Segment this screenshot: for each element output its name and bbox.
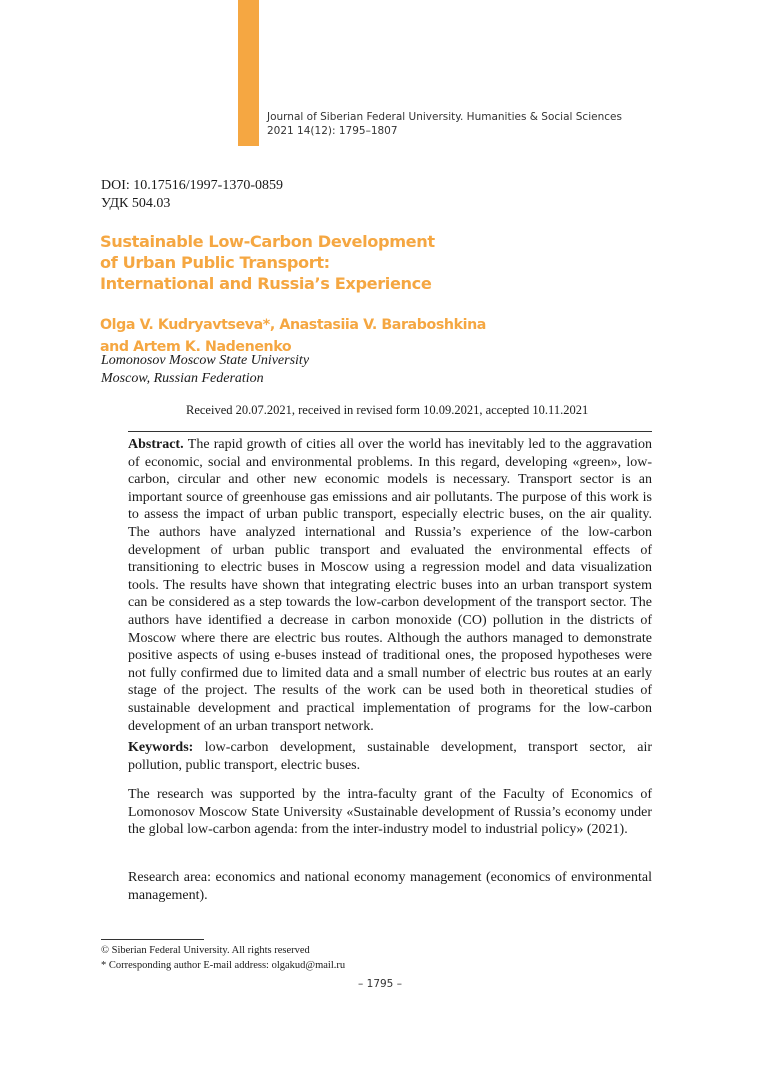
journal-issue: 2021 14(12): 1795–1807 xyxy=(267,125,398,137)
keywords-label: Keywords: xyxy=(128,740,205,755)
keywords-text: low-carbon development, sustainable development, transport sector, air pollution, public transport, electric buses. xyxy=(128,740,652,773)
abstract-text: The rapid growth of cities all over the world has inevitably led to the aggravation of economic, social and environmental problems. In this regard, developing «green», low-carbon, circular and other new economic models is necessary. Transport sector is an important source of greenhouse gas emissions and air pollutants. The purpose of this work is to assess the impact of urban public transport, especially electric buses, on the air quality. The authors have analyzed international and Russia’s experience of the low-carbon development of urban public transport and evaluated the environmental effects of transitioning to electric buses in Moscow using a regression model and data visualization tools. The results have shown that integrating electric buses into an urban transport system can be considered as a step towards the low-carbon development of the transport sector. The authors have identified a decrease in carbon monoxide (CO) pollution in the districts of Moscow where there are electric bus routes. Although the authors managed to demonstrate positive aspects of using e-buses instead of traditional ones, the proposed hypotheses were not fully confirmed due to limited data and a small number of electric bus routes at an early stage of the project. The results of the work can be used both in theoretical studies of sustainable development and practical implementation of programs for the low-carbon development of an urban transport network. xyxy=(128,437,652,734)
abstract xyxy=(128,436,652,735)
footnotes xyxy=(101,943,345,973)
copyright-note: © Siberian Federal University. All rights reserved xyxy=(101,945,310,956)
udk: УДК 504.03 xyxy=(101,196,171,211)
received-dates: Received 20.07.2021, received in revised form 10.09.2021, accepted 10.11.2021 xyxy=(186,403,589,417)
doi: DOI: 10.17516/1997-1370-0859 xyxy=(101,178,283,193)
title-line: Sustainable Low-Carbon Development xyxy=(100,232,435,251)
authors-line: and Artem K. Nadenenko xyxy=(100,339,292,355)
title-line: International and Russia’s Experience xyxy=(100,274,432,293)
affiliation-university: Lomonosov Moscow State University xyxy=(101,353,310,368)
article-identifiers xyxy=(101,177,283,213)
research-support: The research was supported by the intra-faculty grant of the Faculty of Economics of Lomonosov Moscow State University «Sustainable development of Russia’s economy under the global low-carbon agenda: from the inter-industry model to industrial policy» (2021). xyxy=(128,787,652,838)
journal-accent-bar xyxy=(238,0,259,146)
page-number: – 1795 – xyxy=(358,978,402,990)
abstract-divider xyxy=(128,431,652,432)
corresponding-author-note: * Corresponding author E-mail address: olgakud@mail.ru xyxy=(101,960,346,971)
journal-name: Journal of Siberian Federal University. Humanities & Social Sciences xyxy=(267,111,622,123)
keywords xyxy=(128,739,652,774)
affiliation xyxy=(101,352,309,388)
research-area: Research area: economics and national economy management (economics of environmental management). xyxy=(128,870,652,903)
footnote-divider xyxy=(101,939,204,940)
abstract-label: Abstract. xyxy=(128,437,188,452)
article-title xyxy=(100,231,435,294)
affiliation-location: Moscow, Russian Federation xyxy=(101,371,264,386)
authors-line: Olga V. Kudryavtseva*, Anastasiia V. Baraboshkina xyxy=(100,317,486,333)
title-line: of Urban Public Transport: xyxy=(100,253,330,272)
journal-header xyxy=(267,110,622,138)
